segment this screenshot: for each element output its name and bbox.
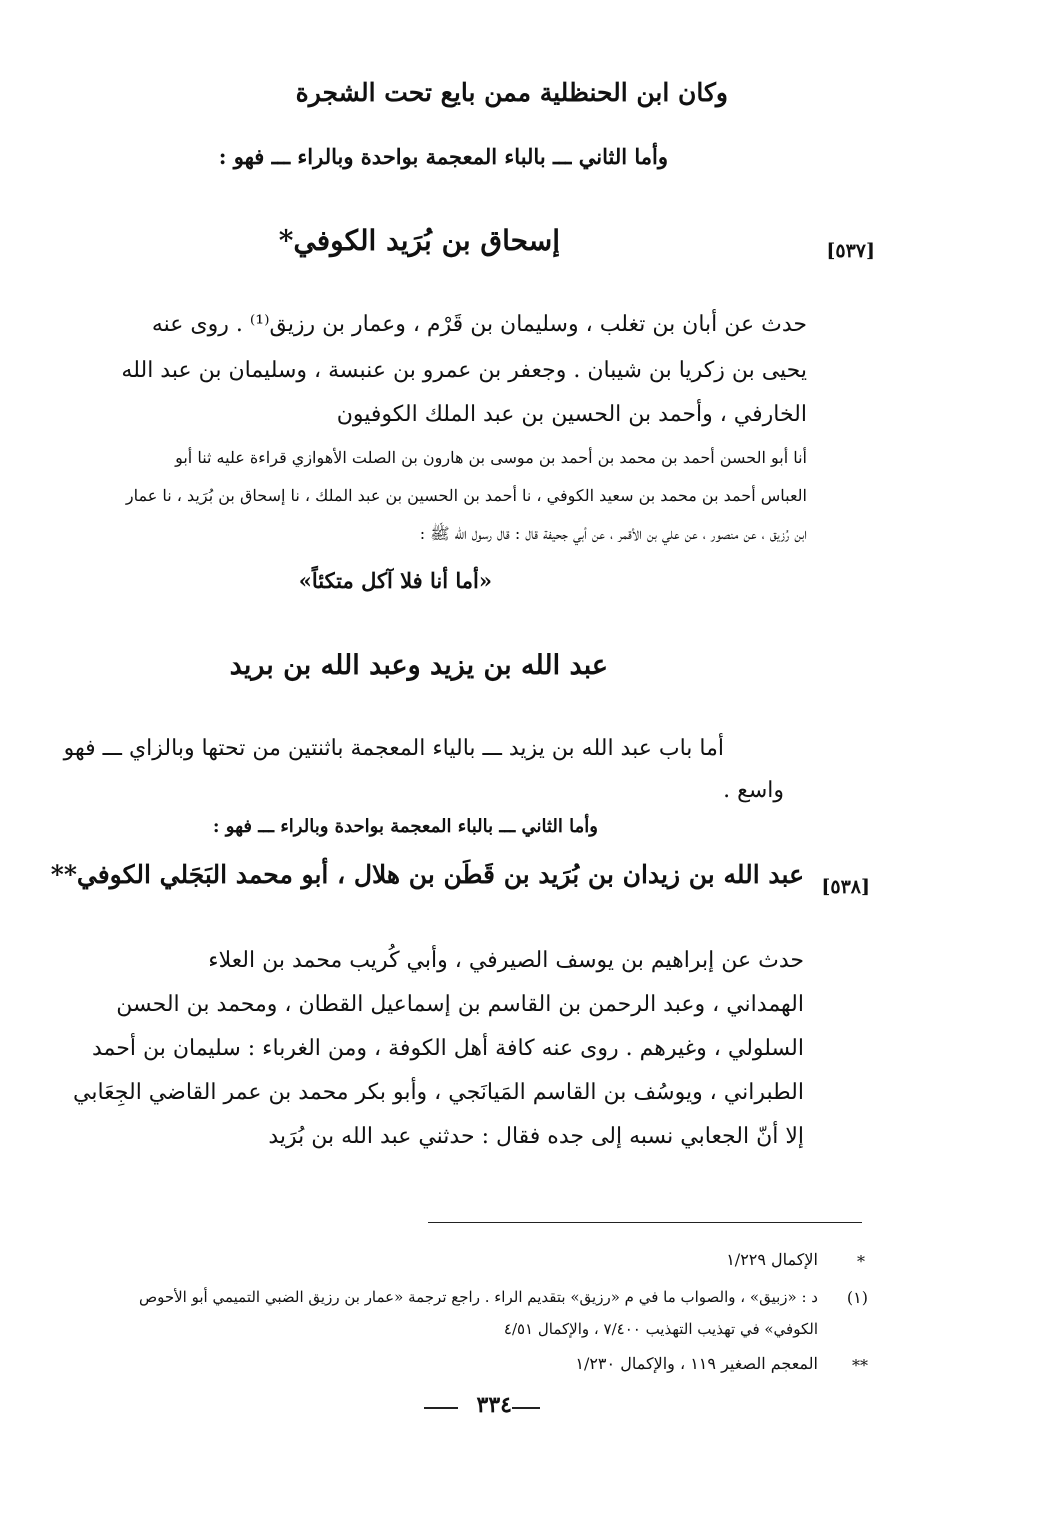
entry-body-line: الخارفي ، وأحمد بن الحسين بن عبد الملك الكوفيون <box>336 402 807 427</box>
entry2-body-line: السلولي ، وغيرهم . روى عنه كافة أهل الكوفة ، ومن الغرباء : سليمان بن أحمد <box>92 1036 804 1061</box>
section-line: أما باب عبد الله بن يزيد ـــ بالياء المعجمة باثنتين من تحتها وبالزاي ـــ فهو <box>63 736 724 761</box>
entry2-body-line: الهمداني ، وعبد الرحمن بن القاسم بن إسماعيل القطان ، ومحمد بن الحسن <box>116 992 804 1017</box>
section-title: عبد الله بن يزيد وعبد الله بن بريد <box>229 650 608 681</box>
top-line-1: وكان ابن الحنظلية ممن بايع تحت الشجرة <box>295 78 728 107</box>
entry2-body-line: إلا أنّ الجعابي نسبه إلى جده فقال : حدثني عبد الله بن بُرَيد <box>268 1124 804 1149</box>
footnote-mark: ** <box>852 1356 868 1375</box>
entry2-body-line: حدث عن إبراهيم بن يوسف الصيرفي ، وأبي كُريب محمد بن العلاء <box>208 948 804 973</box>
footnote-text: د : «زبيق» ، والصواب ما في م «رزيق» بتقديم الراء . راجع ترجمة «عمار بن رزيق الضبي التميمي أبو الأحوص <box>138 1288 818 1306</box>
entry-heading-537: إسحاق بن بُرَيد الكوفي* <box>278 224 560 257</box>
footnote-mark: (١) <box>846 1288 868 1307</box>
entry-body-line: يحيى بن زكريا بن شيبان . وجعفر بن عمرو بن عنبسة ، وسليمان بن عبد الله <box>121 358 807 383</box>
entry2-body-line: الطبراني ، ويوسُف بن القاسم المَيانَجي ، وأبو بكر محمد بن عمر القاضي الجِعَابي <box>73 1080 804 1105</box>
footnote-text: الكوفي» في تهذيب التهذيب ٧/٤٠٠ ، والإكمال ٤/٥١ <box>503 1320 818 1338</box>
entry-heading-538: عبد الله بن زيدان بن بُرَيد بن قَطَن بن هلال ، أبو محمد البَجَلي الكوفي** <box>50 860 804 889</box>
page-number-dash-right <box>512 1407 540 1409</box>
entry-number-538: [٥٣٨] <box>821 876 870 898</box>
footnote-mark: * <box>857 1252 865 1271</box>
hadith-quote: «أما أنا فلا آكل متكئاً» <box>298 568 492 593</box>
isnad-line: العباس أحمد بن محمد بن سعيد الكوفي ، نا أحمد بن الحسين بن عبد الملك ، نا إسحاق بن بُرَيد ، نا عمار <box>125 486 807 505</box>
top-line-2: وأما الثاني ـــ بالباء المعجمة بواحدة وبالراء ـــ فهو : <box>218 144 668 169</box>
isnad-line: ابن رُزيق ، عن منصور ، عن علي بن الأقمر ، عن أبي جحيفة قال : قال رسول الله ﷺ : <box>419 524 807 543</box>
entry-body-line: حدث عن أبان بن تغلب ، وسليمان بن قَرْم ، وعمار بن رزيق⁽¹⁾ . روى عنه <box>151 312 807 337</box>
entry-number-537: [٥٣٧] <box>826 240 875 262</box>
section-line: واسع . <box>723 778 784 803</box>
footnote-text: الإكمال ١/٢٢٩ <box>726 1250 818 1269</box>
footnote-separator <box>428 1222 862 1223</box>
page-number: ٣٣٤ <box>476 1392 512 1418</box>
second-intro: وأما الثاني ـــ بالباء المعجمة بواحدة وبالراء ـــ فهو : <box>212 816 598 837</box>
footnote-text: المعجم الصغير ١١٩ ، والإكمال ١/٢٣٠ <box>575 1354 818 1373</box>
isnad-line: أنا أبو الحسن أحمد بن محمد بن أحمد بن موسى بن هارون بن الصلت الأهوازي قراءة عليه ثنا أبو <box>175 448 807 467</box>
page-number-dash-left <box>424 1407 458 1409</box>
